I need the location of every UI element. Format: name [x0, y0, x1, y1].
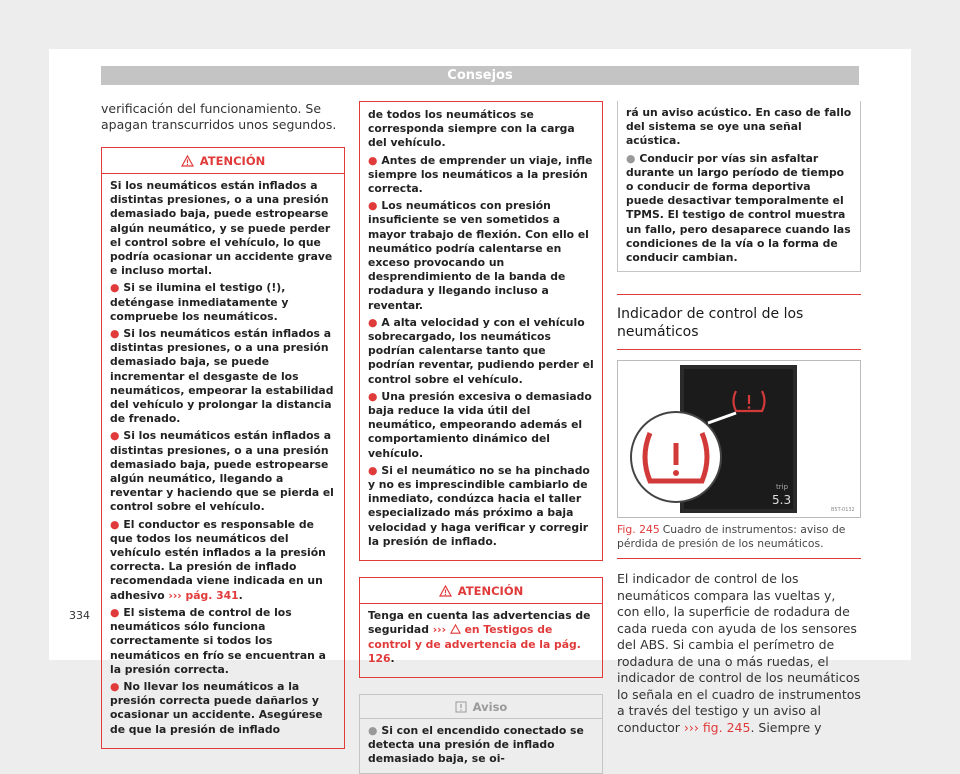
- warning-item: ● Si se ilumina el testigo (!), deténgase inmediatamente y compruebe los neumáticos.: [110, 281, 289, 323]
- figure-label: Fig. 245: [617, 523, 660, 537]
- warning-triangle-icon: [439, 585, 452, 597]
- bullet-icon: ●: [110, 327, 120, 341]
- intro-text: verificación del funcionamiento. Se apagan transcurridos unos segundos.: [101, 101, 337, 132]
- column-2: [359, 101, 603, 774]
- warning-triangle-icon: [181, 155, 194, 167]
- note-body: [360, 719, 602, 773]
- note-header: [360, 695, 602, 719]
- column-1: [101, 101, 345, 749]
- instrument-cluster-figure: [617, 360, 861, 518]
- warning-header: [102, 148, 344, 174]
- warning-header: [360, 578, 602, 604]
- bullet-icon: ●: [110, 605, 120, 619]
- figure-link[interactable]: ››› fig. 245: [683, 719, 751, 735]
- note-title: Aviso: [472, 699, 508, 714]
- note-item: ● Si con el encendido conectado se detecta una presión de inflado demasiado baja, se oi-: [368, 723, 584, 766]
- bullet-icon: ●: [368, 153, 378, 167]
- warning-item: ● Si el neumático no se ha pinchado y no es imprescindible cambiarlo de inmediato, condúzca hacia el taller especializado más próximo a baja velocidad y haga verificar y corregir la presión de inflado.: [368, 463, 590, 548]
- bullet-icon: ●: [368, 315, 378, 329]
- warning-body: [360, 604, 602, 677]
- warning-continued: [359, 101, 603, 561]
- bullet-icon: ●: [368, 199, 378, 213]
- bullet-icon: ●: [368, 389, 378, 403]
- trip-label: trip: [776, 483, 789, 492]
- bullet-icon: ●: [110, 517, 120, 531]
- page-link[interactable]: ››› pág. 341: [168, 588, 239, 602]
- bullet-icon: ●: [368, 723, 378, 737]
- warning-item: ● Si los neumáticos están inflados a distintas presiones, o a una presión demasiado baja, se puede incrementar el desgaste de los neumáticos, empeorar la estabilidad del vehículo y prolongar la distancia de frenado.: [110, 327, 334, 426]
- warning-lead: Si los neumáticos están inflados a distintas presiones, o a una presión demasiado baja, puede estropearse algún neumático, y se puede perder el control sobre el vehículo, lo que podría ocasionar un accidente grave e incluso mortal.: [110, 179, 333, 278]
- note-box: [359, 694, 603, 774]
- section-title: Indicador de control de los neumáticos: [617, 294, 861, 350]
- warning-item: ● El conductor es responsable de que todos los neumáticos del vehículo estén inflados a la presión correcta. La presión de inflado recomendada viene indicada en un adhesivo ››› pág. 341.: [110, 517, 326, 602]
- figure-code: B5T-0132: [831, 507, 855, 514]
- bullet-icon: ●: [110, 429, 120, 443]
- warning-text: Tenga en cuenta las advertencias de seguridad ››› en Testigos de control y de advertencia de la pág. 126.: [368, 609, 591, 665]
- trip-value: 5.3: [772, 493, 792, 508]
- manual-page: [49, 49, 911, 766]
- warning-box: [101, 147, 345, 749]
- warning-item: ● A alta velocidad y con el vehículo sobrecargado, los neumáticos podrían calentarse tanto que podrían reventar, pudiendo perder el control sobre el vehículo.: [368, 315, 594, 386]
- bullet-icon: ●: [110, 679, 120, 693]
- warning-title: ATENCIÓN: [457, 584, 524, 599]
- warning-item: ● Si los neumáticos están inflados a distintas presiones, o a una presión demasiado baja, puede estropearse algún neumático, llegando a reventar y haciendo que se pierda el control sobre el vehículo.: [110, 429, 334, 514]
- cross-reference-link[interactable]: en Testigos de control y de advertencia de la pág. 126: [368, 623, 581, 665]
- note-cont-text: rá un aviso acústico. En caso de fallo del sistema se oye una señal acústica.: [626, 106, 852, 148]
- bullet-icon: ●: [368, 463, 378, 477]
- warning-title: ATENCIÓN: [199, 154, 266, 168]
- figure-caption: Fig. 245 Cuadro de instrumentos: aviso de pérdida de presión de los neumáticos.: [617, 518, 861, 559]
- warning-item: ● El sistema de control de los neumáticos sólo funciona correctamente si todos los neumáticos en frío se encuentran a la presión correcta.: [110, 605, 326, 676]
- bullet-icon: ●: [626, 151, 636, 165]
- tire-pressure-icon: (!): [266, 281, 282, 295]
- bullet-icon: ●: [110, 281, 120, 295]
- body-text: El indicador de control de los neumáticos compara las vueltas y, con ello, la superficie de rodadura de cada rueda con ayuda de los sensores del ABS. Si cambia el perímetro de rodadura de una o más ruedas, el indicador de control de los neumáticos lo señala en el cuadro de instrumentos a través del testigo y un aviso al conductor ››› fig. 245. Siempre y: [617, 571, 861, 735]
- warning-body: [102, 174, 344, 748]
- note-body: [618, 101, 860, 271]
- warning-item: ● Una presión excesiva o demasiado baja reduce la vida útil del neumático, empeorando además el comportamiento dinámico del vehículo.: [368, 389, 592, 460]
- note-icon: [455, 701, 467, 713]
- warning-box-2: [359, 577, 603, 678]
- warning-item: ● Los neumáticos con presión insuficiente se ven sometidos a mayor trabajo de flexión. Con ello el neumático podría calentarse en exceso provocando un desprendimiento de la banda de rodadura y llegando incluso a reventar.: [368, 199, 589, 312]
- warning-cont-lead: de todos los neumáticos se corresponda siempre con la carga del vehículo.: [368, 108, 575, 150]
- instrument-cluster-illustration: [618, 361, 860, 517]
- warning-item: ● Antes de emprender un viaje, infle siempre los neumáticos a la presión correcta.: [368, 153, 593, 196]
- page-number: 334: [69, 609, 90, 622]
- note-item: ● Conducir por vías sin asfaltar durante un largo período de tiempo o conducir de forma deportiva puede desactivar temporalmente el TPMS. El testigo de control muestra un fallo, pero desaparece cuando las condiciones de la vía o la forma de conducir cambian.: [626, 151, 851, 265]
- column-3: [617, 101, 861, 736]
- warning-triangle-icon: [450, 624, 461, 634]
- warning-item: ● No llevar los neumáticos a la presión correcta puede dañarlos y ocasionar un accidente. Asegúrese de que la presión de inflado: [110, 679, 323, 736]
- page-header: Consejos: [101, 66, 859, 85]
- note-box-continued: [617, 101, 861, 272]
